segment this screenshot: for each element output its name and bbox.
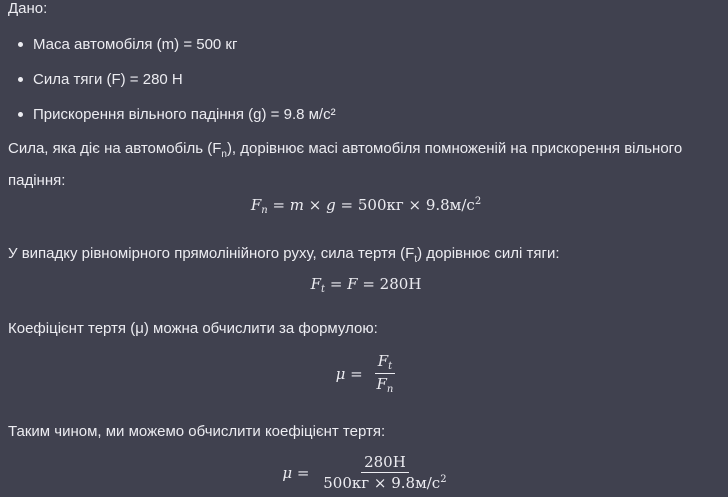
force-text-a: Сила, яка діє на автомобіль (F: [8, 140, 222, 157]
eq1-times: ×: [304, 196, 327, 214]
list-item: [8, 67, 336, 102]
given-gravity: Прискорення вільного падіння (g) = 9.8 м/с²: [33, 106, 336, 123]
uniform-text-sub: t: [414, 254, 418, 265]
fraction-denominator: [373, 374, 396, 395]
eq4-den-sup: 2: [440, 474, 447, 485]
eq1-sup: 2: [474, 196, 482, 207]
given-list: [8, 32, 336, 137]
eq3-num-sub: t: [388, 361, 393, 372]
bullet-icon: [18, 112, 23, 117]
uniform-paragraph: [8, 241, 724, 273]
eq3-num-var: F: [377, 352, 389, 370]
given-thrust: Сила тяги (F) = 280 Н: [33, 71, 183, 88]
eq1-lhs-sub: n: [261, 205, 268, 216]
thus-paragraph: Таким чином, ми можемо обчислити коефіцієнт тертя:: [8, 423, 386, 440]
eq1-m: m: [289, 196, 305, 214]
uniform-text-a: У випадку рівномірного прямолінійного руху, сила тертя (F: [8, 245, 415, 262]
given-label: Дано:: [8, 0, 48, 17]
eq3-den-sub: n: [386, 384, 394, 395]
force-paragraph: [8, 136, 724, 194]
fraction-denominator: [320, 473, 449, 492]
eq1-rhs: = 500кг × 9.8м/с: [335, 196, 475, 214]
uniform-text-b: ) дорівнює силі тяги:: [417, 245, 560, 262]
eq2-lhs-var: F: [310, 275, 322, 293]
eq4-equals: =: [292, 463, 315, 482]
bullet-icon: [18, 42, 23, 47]
force-text-b: ), дорівнює масі автомобіля помноженій на прискорення вільного падіння:: [8, 140, 683, 189]
fraction: [320, 453, 449, 492]
list-item: [8, 102, 336, 137]
eq3-equals: =: [345, 364, 368, 383]
fraction: [373, 352, 396, 395]
eq1-lhs-var: F: [250, 196, 262, 214]
eq4-mu: μ: [282, 463, 293, 482]
eq3-den-var: F: [376, 375, 387, 393]
equation-friction-force: [8, 275, 724, 295]
eq3-mu: μ: [335, 364, 346, 383]
eq2-rhs: = 280Н: [357, 275, 422, 293]
equation-normal-force: [8, 196, 724, 216]
list-item: [8, 32, 336, 67]
fraction-numerator: 280Н: [361, 453, 409, 473]
eq1-g: g: [326, 196, 336, 214]
fraction-numerator: [375, 352, 395, 374]
equation-coefficient-formula: [8, 352, 724, 395]
eq2-lhs-sub: t: [321, 284, 326, 295]
equation-coefficient-value: [8, 453, 724, 492]
eq2-f: F: [347, 275, 358, 293]
eq1-equals: =: [267, 196, 290, 214]
force-text-sub: n: [221, 149, 227, 160]
coefficient-paragraph: Коефіцієнт тертя (μ) можна обчислити за формулою:: [8, 320, 378, 337]
eq4-den: 500кг × 9.8м/с: [323, 474, 441, 492]
bullet-icon: [18, 77, 23, 82]
given-mass: Маса автомобіля (m) = 500 кг: [33, 36, 238, 53]
eq2-equals: =: [325, 275, 348, 293]
